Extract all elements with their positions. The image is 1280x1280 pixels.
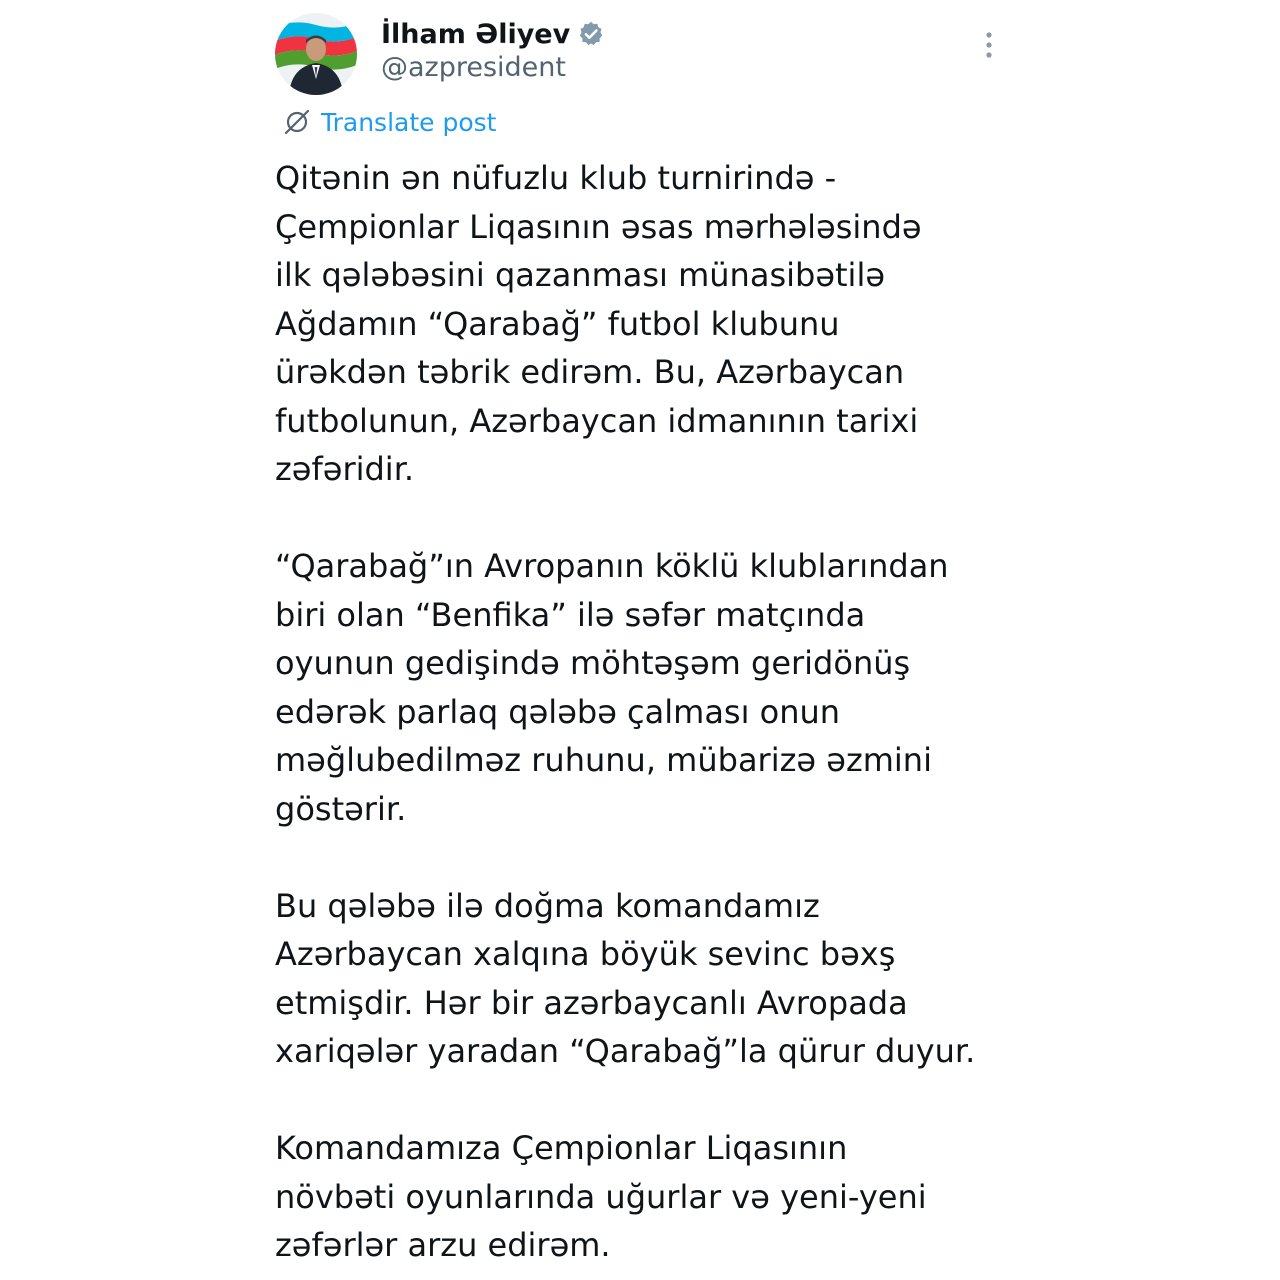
translate-post-link[interactable] xyxy=(283,104,496,140)
post-text xyxy=(275,154,1015,1270)
post-line: edərək parlaq qələbə çalması onun xyxy=(275,692,841,731)
post-line: Azərbaycan xalqına böyük sevinc bəxş xyxy=(275,935,896,973)
avatar-photo-icon xyxy=(275,13,357,95)
author-name-row[interactable] xyxy=(381,14,605,54)
post-paragraph xyxy=(275,154,1015,494)
post-line: “Qarabağ”ın Avropanın köklü klublarından xyxy=(275,547,949,585)
post-line: Qitənin ən nüfuzlu klub turnirində - xyxy=(275,159,837,197)
post-line: futbolunun, Azərbaycan idmanının tarixi xyxy=(275,401,919,440)
post-line: Komandamıza Çempionlar Liqasının xyxy=(275,1129,848,1167)
author-display-name[interactable]: İlham Əliyev xyxy=(381,18,571,50)
more-options-button[interactable] xyxy=(978,28,1000,64)
post-line: növbəti oyunlarında uğurlar və yeni-yeni xyxy=(275,1177,927,1216)
verified-badge-icon xyxy=(577,20,605,48)
post-line: Bu qələbə ilə doğma komandamız xyxy=(275,886,820,925)
post-paragraph xyxy=(275,542,1015,833)
post-line: etmişdir. Hər bir azərbaycanlı Avropada xyxy=(275,983,908,1022)
post-line: məğlubedilməz ruhunu, mübarizə əzmini xyxy=(275,741,932,779)
post-line: zəfərlər arzu edirəm. xyxy=(275,1226,611,1264)
post-line: oyunun gedişində möhtəşəm geridönüş xyxy=(275,644,911,682)
post-line: Çempionlar Liqasının əsas mərhələsində xyxy=(275,207,922,246)
translate-icon xyxy=(283,108,311,136)
post-line: xariqələr yaradan “Qarabağ”la qürur duyur. xyxy=(275,1032,976,1070)
post-line: ilk qələbəsini qazanması münasibətilə xyxy=(275,256,886,294)
more-vertical-icon xyxy=(978,28,1000,64)
post-paragraph xyxy=(275,882,1015,1076)
post-line: biri olan “Benfika” ilə səfər matçında xyxy=(275,595,866,634)
post-line: göstərir. xyxy=(275,789,407,828)
post-paragraph xyxy=(275,1124,1015,1270)
post-line: ürəkdən təbrik edirəm. Bu, Azərbaycan xyxy=(275,353,905,391)
translate-post-label[interactable]: Translate post xyxy=(321,107,497,137)
post-line: Ağdamın “Qarabağ” futbol klubunu xyxy=(275,304,840,343)
avatar[interactable] xyxy=(275,13,357,95)
post-line: zəfəridir. xyxy=(275,450,415,488)
author-handle[interactable]: @azpresident xyxy=(381,52,566,83)
